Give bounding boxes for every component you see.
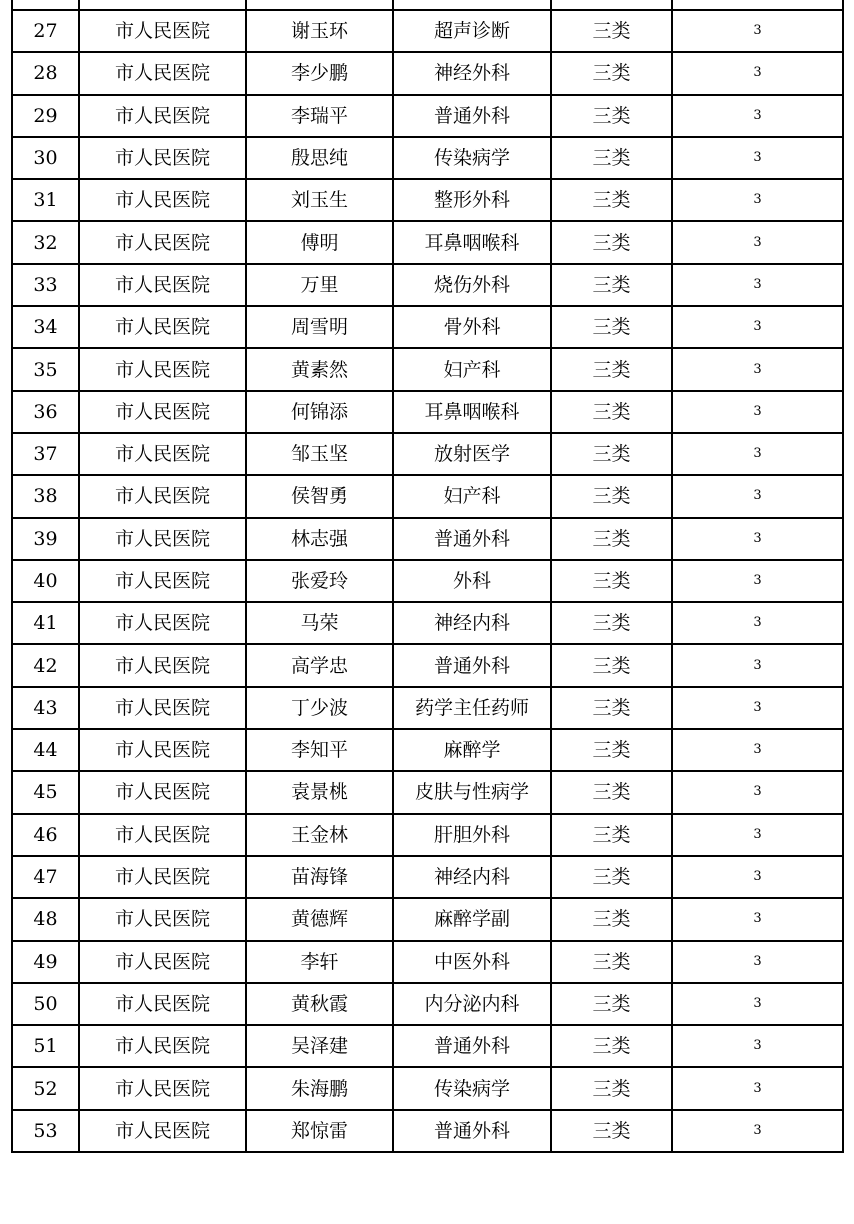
- cell-department: 骨外科: [393, 306, 551, 348]
- cell-score: 3: [672, 391, 843, 433]
- cell-department: 内分泌内科: [393, 983, 551, 1025]
- cell-score: 3: [672, 475, 843, 517]
- cell-department: 麻醉学副: [393, 898, 551, 940]
- cell-category: 三类: [551, 433, 672, 475]
- cell-unit: 市人民医院: [79, 221, 246, 263]
- cell-number: 43: [12, 687, 79, 729]
- cell-score: 3: [672, 687, 843, 729]
- cell-unit: 市人民医院: [79, 1025, 246, 1067]
- cell-score: 3: [672, 137, 843, 179]
- cell-number: 28: [12, 52, 79, 94]
- cell-unit: 市人民医院: [79, 306, 246, 348]
- cell-category: 三类: [551, 1110, 672, 1152]
- table-row: [12, 264, 843, 306]
- cell-category: 三类: [551, 52, 672, 94]
- cell-score: 3: [672, 983, 843, 1025]
- cell-name: 王金林: [246, 814, 393, 856]
- cell-unit: 市人民医院: [79, 179, 246, 221]
- cell-number: 37: [12, 433, 79, 475]
- table-row: [12, 10, 843, 52]
- cell-category: 三类: [551, 983, 672, 1025]
- cell-category: 三类: [551, 10, 672, 52]
- cell-score: 3: [672, 1110, 843, 1152]
- cell-blank: [12, 0, 79, 10]
- cell-unit: 市人民医院: [79, 729, 246, 771]
- cell-department: 耳鼻咽喉科: [393, 391, 551, 433]
- table-row-partial: [12, 0, 843, 10]
- cell-department: 皮肤与性病学: [393, 771, 551, 813]
- cell-score: 3: [672, 52, 843, 94]
- table-row: [12, 221, 843, 263]
- cell-score: 3: [672, 10, 843, 52]
- cell-number: 32: [12, 221, 79, 263]
- cell-category: 三类: [551, 306, 672, 348]
- cell-department: 放射医学: [393, 433, 551, 475]
- cell-department: 神经外科: [393, 52, 551, 94]
- table-row: [12, 644, 843, 686]
- cell-unit: 市人民医院: [79, 602, 246, 644]
- cell-category: 三类: [551, 814, 672, 856]
- table-row: [12, 391, 843, 433]
- cell-category: 三类: [551, 475, 672, 517]
- cell-number: 38: [12, 475, 79, 517]
- cell-name: 黄素然: [246, 348, 393, 390]
- cell-unit: 市人民医院: [79, 475, 246, 517]
- cell-unit: 市人民医院: [79, 52, 246, 94]
- table-body: [12, 0, 843, 1152]
- table-row: [12, 95, 843, 137]
- cell-number: 47: [12, 856, 79, 898]
- cell-number: 34: [12, 306, 79, 348]
- cell-name: 刘玉生: [246, 179, 393, 221]
- cell-number: 49: [12, 941, 79, 983]
- cell-department: 麻醉学: [393, 729, 551, 771]
- cell-blank: [551, 0, 672, 10]
- cell-department: 整形外科: [393, 179, 551, 221]
- cell-category: 三类: [551, 221, 672, 263]
- cell-unit: 市人民医院: [79, 391, 246, 433]
- cell-department: 妇产科: [393, 475, 551, 517]
- cell-category: 三类: [551, 560, 672, 602]
- cell-category: 三类: [551, 1067, 672, 1109]
- cell-name: 殷思纯: [246, 137, 393, 179]
- cell-category: 三类: [551, 137, 672, 179]
- cell-unit: 市人民医院: [79, 433, 246, 475]
- cell-department: 外科: [393, 560, 551, 602]
- cell-name: 傅明: [246, 221, 393, 263]
- cell-name: 黄秋霞: [246, 983, 393, 1025]
- cell-name: 郑惊雷: [246, 1110, 393, 1152]
- cell-department: 肝胆外科: [393, 814, 551, 856]
- cell-number: 53: [12, 1110, 79, 1152]
- cell-unit: 市人民医院: [79, 771, 246, 813]
- cell-name: 袁景桃: [246, 771, 393, 813]
- cell-score: 3: [672, 856, 843, 898]
- cell-unit: 市人民医院: [79, 1067, 246, 1109]
- cell-score: 3: [672, 771, 843, 813]
- cell-category: 三类: [551, 941, 672, 983]
- cell-number: 42: [12, 644, 79, 686]
- table-row: [12, 1067, 843, 1109]
- table-row: [12, 729, 843, 771]
- cell-score: 3: [672, 306, 843, 348]
- cell-unit: 市人民医院: [79, 95, 246, 137]
- cell-number: 33: [12, 264, 79, 306]
- cell-category: 三类: [551, 1025, 672, 1067]
- cell-number: 27: [12, 10, 79, 52]
- cell-category: 三类: [551, 264, 672, 306]
- table-row: [12, 602, 843, 644]
- cell-category: 三类: [551, 602, 672, 644]
- cell-department: 传染病学: [393, 1067, 551, 1109]
- cell-score: 3: [672, 898, 843, 940]
- cell-score: 3: [672, 518, 843, 560]
- cell-category: 三类: [551, 391, 672, 433]
- cell-department: 超声诊断: [393, 10, 551, 52]
- cell-blank: [246, 0, 393, 10]
- cell-name: 万里: [246, 264, 393, 306]
- cell-category: 三类: [551, 856, 672, 898]
- cell-name: 马荣: [246, 602, 393, 644]
- cell-name: 朱海鹏: [246, 1067, 393, 1109]
- cell-score: 3: [672, 729, 843, 771]
- cell-department: 传染病学: [393, 137, 551, 179]
- cell-blank: [393, 0, 551, 10]
- cell-number: 44: [12, 729, 79, 771]
- cell-number: 40: [12, 560, 79, 602]
- cell-department: 中医外科: [393, 941, 551, 983]
- table-row: [12, 518, 843, 560]
- cell-number: 51: [12, 1025, 79, 1067]
- cell-department: 神经内科: [393, 602, 551, 644]
- cell-name: 张爱玲: [246, 560, 393, 602]
- table-row: [12, 1025, 843, 1067]
- cell-number: 30: [12, 137, 79, 179]
- cell-score: 3: [672, 95, 843, 137]
- cell-department: 普通外科: [393, 518, 551, 560]
- cell-number: 45: [12, 771, 79, 813]
- table-row: [12, 306, 843, 348]
- cell-name: 何锦添: [246, 391, 393, 433]
- cell-name: 谢玉环: [246, 10, 393, 52]
- cell-score: 3: [672, 814, 843, 856]
- cell-name: 吴泽建: [246, 1025, 393, 1067]
- cell-category: 三类: [551, 348, 672, 390]
- table-row: [12, 856, 843, 898]
- cell-department: 耳鼻咽喉科: [393, 221, 551, 263]
- cell-category: 三类: [551, 644, 672, 686]
- cell-blank: [79, 0, 246, 10]
- cell-number: 52: [12, 1067, 79, 1109]
- table-row: [12, 983, 843, 1025]
- table-row: [12, 475, 843, 517]
- cell-unit: 市人民医院: [79, 983, 246, 1025]
- table-row: [12, 941, 843, 983]
- cell-category: 三类: [551, 95, 672, 137]
- cell-number: 46: [12, 814, 79, 856]
- personnel-table: [11, 0, 844, 1153]
- table-row: [12, 348, 843, 390]
- cell-unit: 市人民医院: [79, 687, 246, 729]
- cell-number: 35: [12, 348, 79, 390]
- cell-score: 3: [672, 560, 843, 602]
- cell-unit: 市人民医院: [79, 898, 246, 940]
- cell-number: 39: [12, 518, 79, 560]
- cell-department: 普通外科: [393, 1110, 551, 1152]
- cell-number: 50: [12, 983, 79, 1025]
- cell-score: 3: [672, 264, 843, 306]
- cell-unit: 市人民医院: [79, 518, 246, 560]
- cell-department: 普通外科: [393, 1025, 551, 1067]
- cell-score: 3: [672, 1067, 843, 1109]
- table-row: [12, 687, 843, 729]
- cell-name: 李瑞平: [246, 95, 393, 137]
- table-row: [12, 137, 843, 179]
- cell-department: 妇产科: [393, 348, 551, 390]
- cell-category: 三类: [551, 898, 672, 940]
- cell-number: 31: [12, 179, 79, 221]
- cell-score: 3: [672, 1025, 843, 1067]
- cell-score: 3: [672, 179, 843, 221]
- cell-unit: 市人民医院: [79, 348, 246, 390]
- cell-department: 烧伤外科: [393, 264, 551, 306]
- cell-unit: 市人民医院: [79, 560, 246, 602]
- cell-name: 苗海锋: [246, 856, 393, 898]
- table-row: [12, 1110, 843, 1152]
- cell-unit: 市人民医院: [79, 10, 246, 52]
- cell-name: 丁少波: [246, 687, 393, 729]
- cell-department: 普通外科: [393, 95, 551, 137]
- cell-unit: 市人民医院: [79, 264, 246, 306]
- cell-score: 3: [672, 602, 843, 644]
- cell-name: 黄德辉: [246, 898, 393, 940]
- cell-name: 李少鹏: [246, 52, 393, 94]
- cell-name: 周雪明: [246, 306, 393, 348]
- cell-unit: 市人民医院: [79, 814, 246, 856]
- table-row: [12, 771, 843, 813]
- table-row: [12, 814, 843, 856]
- cell-number: 48: [12, 898, 79, 940]
- table-row: [12, 433, 843, 475]
- cell-score: 3: [672, 348, 843, 390]
- cell-score: 3: [672, 221, 843, 263]
- cell-unit: 市人民医院: [79, 941, 246, 983]
- cell-name: 侯智勇: [246, 475, 393, 517]
- cell-name: 邹玉坚: [246, 433, 393, 475]
- cell-score: 3: [672, 644, 843, 686]
- cell-number: 41: [12, 602, 79, 644]
- table-row: [12, 560, 843, 602]
- cell-unit: 市人民医院: [79, 1110, 246, 1152]
- cell-blank: [672, 0, 843, 10]
- cell-category: 三类: [551, 687, 672, 729]
- cell-name: 李轩: [246, 941, 393, 983]
- cell-category: 三类: [551, 729, 672, 771]
- cell-unit: 市人民医院: [79, 856, 246, 898]
- cell-category: 三类: [551, 771, 672, 813]
- cell-unit: 市人民医院: [79, 644, 246, 686]
- table-row: [12, 52, 843, 94]
- cell-name: 高学忠: [246, 644, 393, 686]
- cell-score: 3: [672, 433, 843, 475]
- cell-number: 36: [12, 391, 79, 433]
- cell-unit: 市人民医院: [79, 137, 246, 179]
- cell-department: 神经内科: [393, 856, 551, 898]
- table-row: [12, 898, 843, 940]
- cell-name: 林志强: [246, 518, 393, 560]
- cell-category: 三类: [551, 179, 672, 221]
- cell-department: 药学主任药师: [393, 687, 551, 729]
- cell-category: 三类: [551, 518, 672, 560]
- cell-name: 李知平: [246, 729, 393, 771]
- cell-number: 29: [12, 95, 79, 137]
- cell-department: 普通外科: [393, 644, 551, 686]
- table-row: [12, 179, 843, 221]
- cell-score: 3: [672, 941, 843, 983]
